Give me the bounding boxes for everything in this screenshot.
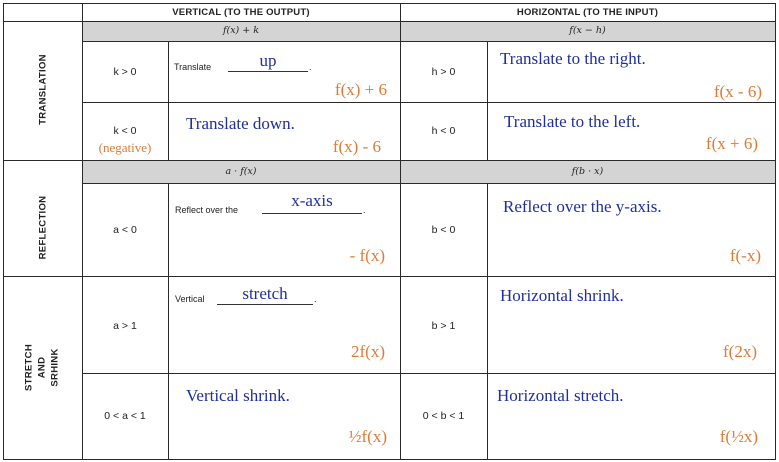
grid-line (82, 41, 776, 42)
k-positive-result: f(x) + 6 (334, 80, 387, 99)
grid-line (3, 160, 776, 161)
a-fraction-condition: 0 < a < 1 (104, 410, 146, 422)
b-fraction-answer: Horizontal stretch. (497, 386, 624, 405)
h-negative-result: f(x + 6) (705, 134, 758, 153)
grid-line (3, 21, 776, 22)
b-greater-one-answer: Horizontal shrink. (500, 286, 624, 305)
k-positive-condition: k > 0 (113, 66, 137, 78)
grid-line (3, 459, 776, 460)
b-fraction-condition: 0 < b < 1 (422, 410, 465, 422)
vertical-header: VERTICAL (TO THE OUTPUT) (172, 7, 310, 18)
k-positive-suffix: . (309, 62, 312, 72)
k-negative-result: f(x) - 6 (332, 137, 381, 156)
a-negative-result: - f(x) (349, 246, 385, 265)
stretch-label-line1: STRETCH (23, 344, 35, 391)
k-negative-answer: Translate down. (186, 114, 295, 133)
k-positive-prompt: Translate (174, 62, 212, 72)
horizontal-header: HORIZONTAL (TO THE INPUT) (516, 7, 659, 18)
a-greater-one-suffix: . (314, 294, 317, 304)
h-negative-condition: h < 0 (431, 125, 456, 137)
b-negative-condition: b < 0 (431, 224, 456, 236)
k-positive-answer: up (259, 51, 277, 70)
a-negative-prompt: Reflect over the (175, 205, 239, 215)
grid-line (3, 276, 776, 277)
k-negative-condition: k < 0 (113, 125, 137, 137)
h-positive-condition: h > 0 (431, 66, 456, 78)
vertical-scale-formula: a · f(x) (225, 166, 257, 177)
grid-line (168, 183, 169, 460)
grid-line (775, 3, 776, 460)
reflection-label: REFLECTION (37, 195, 49, 260)
stretch-label-line2: AND (36, 356, 48, 379)
horizontal-scale-formula: f(b · x) (571, 166, 604, 177)
b-fraction-result: f(½x) (719, 427, 758, 446)
k-negative-note: (negative) (98, 140, 152, 155)
grid-line (168, 41, 169, 160)
a-greater-one-result: 2f(x) (351, 342, 385, 361)
b-negative-answer: Reflect over the y-axis. (503, 197, 662, 216)
grid-line (3, 3, 4, 460)
grid-line (487, 41, 488, 160)
h-positive-answer: Translate to the right. (500, 49, 646, 68)
horizontal-translation-formula: f(x − h) (569, 25, 606, 36)
grid-line (82, 373, 776, 374)
a-fraction-result: ½f(x) (348, 427, 387, 446)
a-negative-answer: x-axis (291, 191, 333, 210)
a-fraction-answer: Vertical shrink. (186, 386, 290, 405)
stretch-label-line3: SRHINK (49, 348, 61, 387)
h-negative-answer: Translate to the left. (504, 112, 641, 131)
b-negative-result: f(-x) (729, 246, 761, 265)
b-greater-one-result: f(2x) (723, 342, 757, 361)
a-negative-condition: a < 0 (113, 224, 137, 236)
a-greater-one-answer: stretch (242, 284, 288, 303)
grid-line (82, 183, 776, 184)
translation-label: TRANSLATION (37, 54, 49, 125)
a-greater-one-prompt: Vertical (175, 294, 205, 304)
grid-line (82, 102, 776, 103)
grid-line (3, 3, 776, 4)
h-positive-result: f(x - 6) (713, 82, 762, 101)
b-greater-one-condition: b > 1 (431, 320, 456, 332)
a-greater-one-condition: a > 1 (113, 320, 137, 332)
grid-line (487, 183, 488, 460)
vertical-translation-formula: f(x) + k (222, 25, 260, 36)
a-negative-suffix: . (363, 205, 366, 215)
